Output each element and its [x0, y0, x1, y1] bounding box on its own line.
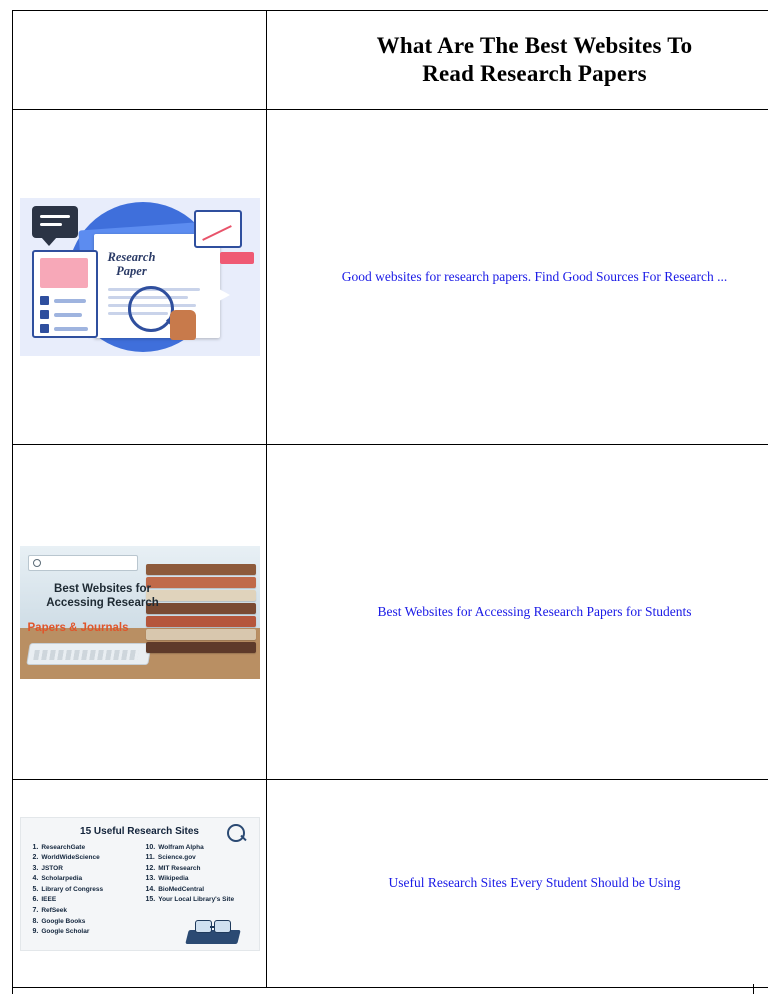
list-item-number: 13. [145, 875, 156, 883]
page-title-line-1: What Are The Best Websites To [376, 32, 693, 58]
list-item [33, 854, 136, 861]
list-item-number: 2. [32, 854, 39, 862]
bubble-line-shape [40, 223, 62, 226]
hand-shape [170, 310, 196, 340]
search-bar-graphic [28, 555, 138, 571]
thumbnail-wrapper [13, 817, 266, 951]
list-item-label: ResearchGate [41, 843, 86, 851]
list-item-label: Science.gov [157, 854, 196, 862]
result-thumbnail-cell-3[interactable] [13, 780, 267, 988]
page-title-line-2: Read Research Papers [422, 61, 647, 86]
list-item-label: Google Books [41, 917, 86, 925]
list-item [146, 896, 249, 903]
list-item-number: 5. [32, 885, 39, 893]
list-item [146, 865, 249, 872]
sites-column-left [33, 844, 136, 939]
book-shape [146, 629, 256, 640]
list-item-number: 3. [32, 864, 39, 872]
list-item [33, 907, 136, 914]
list-item-number: 10. [145, 843, 156, 851]
list-item [33, 928, 136, 935]
text-line-shape [54, 299, 86, 303]
glasses-lens-shape [214, 920, 231, 933]
paper-heading-line-1: Research [107, 250, 156, 264]
list-item-label: JSTOR [41, 864, 63, 872]
result-thumbnail-cell-1[interactable] [13, 110, 267, 445]
list-item [33, 865, 136, 872]
list-item-number: 7. [32, 907, 39, 915]
list-item [33, 896, 136, 903]
list-item [146, 886, 249, 893]
speech-bubble-icon [32, 206, 78, 238]
list-item-label: Library of Congress [41, 885, 104, 893]
thumbnail-wrapper [13, 546, 266, 679]
result-caption[interactable]: Best Websites for Accessing Research Papers for Students [377, 603, 692, 619]
magnifier-icon [128, 286, 174, 332]
list-item [146, 875, 249, 882]
book-shape [146, 642, 256, 653]
list-item-label: Google Scholar [41, 928, 90, 936]
thumbnail-title-line-1: Best Websites for [54, 582, 151, 595]
table-row [13, 110, 768, 445]
result-caption-cell-2[interactable] [267, 445, 768, 780]
thumbnail-heading: 15 Useful Research Sites [80, 825, 199, 837]
useful-research-sites-list [20, 817, 260, 951]
thumbnail-subtitle: Papers & Journals [27, 621, 129, 634]
list-item-label: MIT Research [158, 864, 201, 872]
list-item [33, 918, 136, 925]
list-item-label: IEEE [41, 896, 57, 904]
pink-chip-shape [220, 252, 254, 264]
list-item [146, 844, 249, 851]
books-laptop-illustration [20, 546, 260, 679]
list-item-number: 8. [32, 917, 39, 925]
glasses-bridge-shape [210, 926, 214, 928]
list-item-label: Scholarpedia [41, 875, 83, 883]
list-item-number: 1. [32, 843, 39, 851]
graph-card-icon [194, 210, 242, 248]
result-caption-cell-3[interactable] [267, 780, 768, 988]
list-item-number: 14. [145, 885, 156, 893]
list-item-label: Your Local Library's Site [158, 896, 235, 904]
research-paper-illustration [20, 198, 260, 356]
table-row [13, 780, 768, 988]
table-header-row [13, 11, 768, 110]
list-item-number: 9. [32, 928, 39, 936]
list-item [33, 886, 136, 893]
bubble-line-shape [40, 215, 70, 218]
list-item-label: RefSeek [41, 907, 67, 915]
text-line-shape [54, 327, 88, 331]
result-caption[interactable]: Good websites for research papers. Find Good Sources For Research ... [341, 268, 728, 284]
result-caption[interactable]: Useful Research Sites Every Student Should be Using [388, 875, 681, 891]
result-caption-cell-1[interactable] [267, 110, 768, 445]
glasses-on-book-icon [187, 918, 239, 944]
document-card-shape [32, 250, 98, 338]
list-item-label: Wikipedia [158, 875, 189, 883]
page-title [267, 11, 768, 110]
magnifier-icon [227, 824, 245, 842]
table-continuation-edge [12, 984, 754, 994]
thumbnail-title [28, 582, 178, 611]
results-table [12, 10, 768, 988]
list-item [33, 844, 136, 851]
table-row [13, 445, 768, 780]
thumbnail-title-line-2: Accessing Research [46, 597, 159, 610]
list-item-number: 12. [145, 864, 156, 872]
bullet-square-shape [40, 310, 49, 319]
bullet-square-shape [40, 296, 49, 305]
paper-heading-line-2: Paper [116, 264, 147, 279]
thumbnail-wrapper [13, 198, 266, 356]
list-item-number: 15. [145, 896, 156, 904]
list-item-number: 11. [145, 854, 155, 862]
list-item-label: BioMedCentral [158, 885, 205, 893]
list-item-number: 6. [32, 896, 39, 904]
header-thumb-cell [13, 11, 267, 110]
laptop-keyboard-shape [33, 650, 139, 660]
list-item-number: 4. [32, 875, 39, 883]
list-item [146, 854, 249, 861]
list-item [33, 875, 136, 882]
result-thumbnail-cell-2[interactable] [13, 445, 267, 780]
book-shape [146, 564, 256, 575]
book-shape [146, 616, 256, 627]
chart-block-shape [40, 258, 88, 288]
book-shape [185, 930, 240, 944]
list-item-label: Wolfram Alpha [158, 843, 204, 851]
text-line-shape [54, 313, 82, 317]
paper-heading [108, 250, 156, 279]
bullet-square-shape [40, 324, 49, 333]
list-item-label: WorldWideScience [41, 854, 100, 862]
paper-plane-icon [210, 284, 230, 306]
